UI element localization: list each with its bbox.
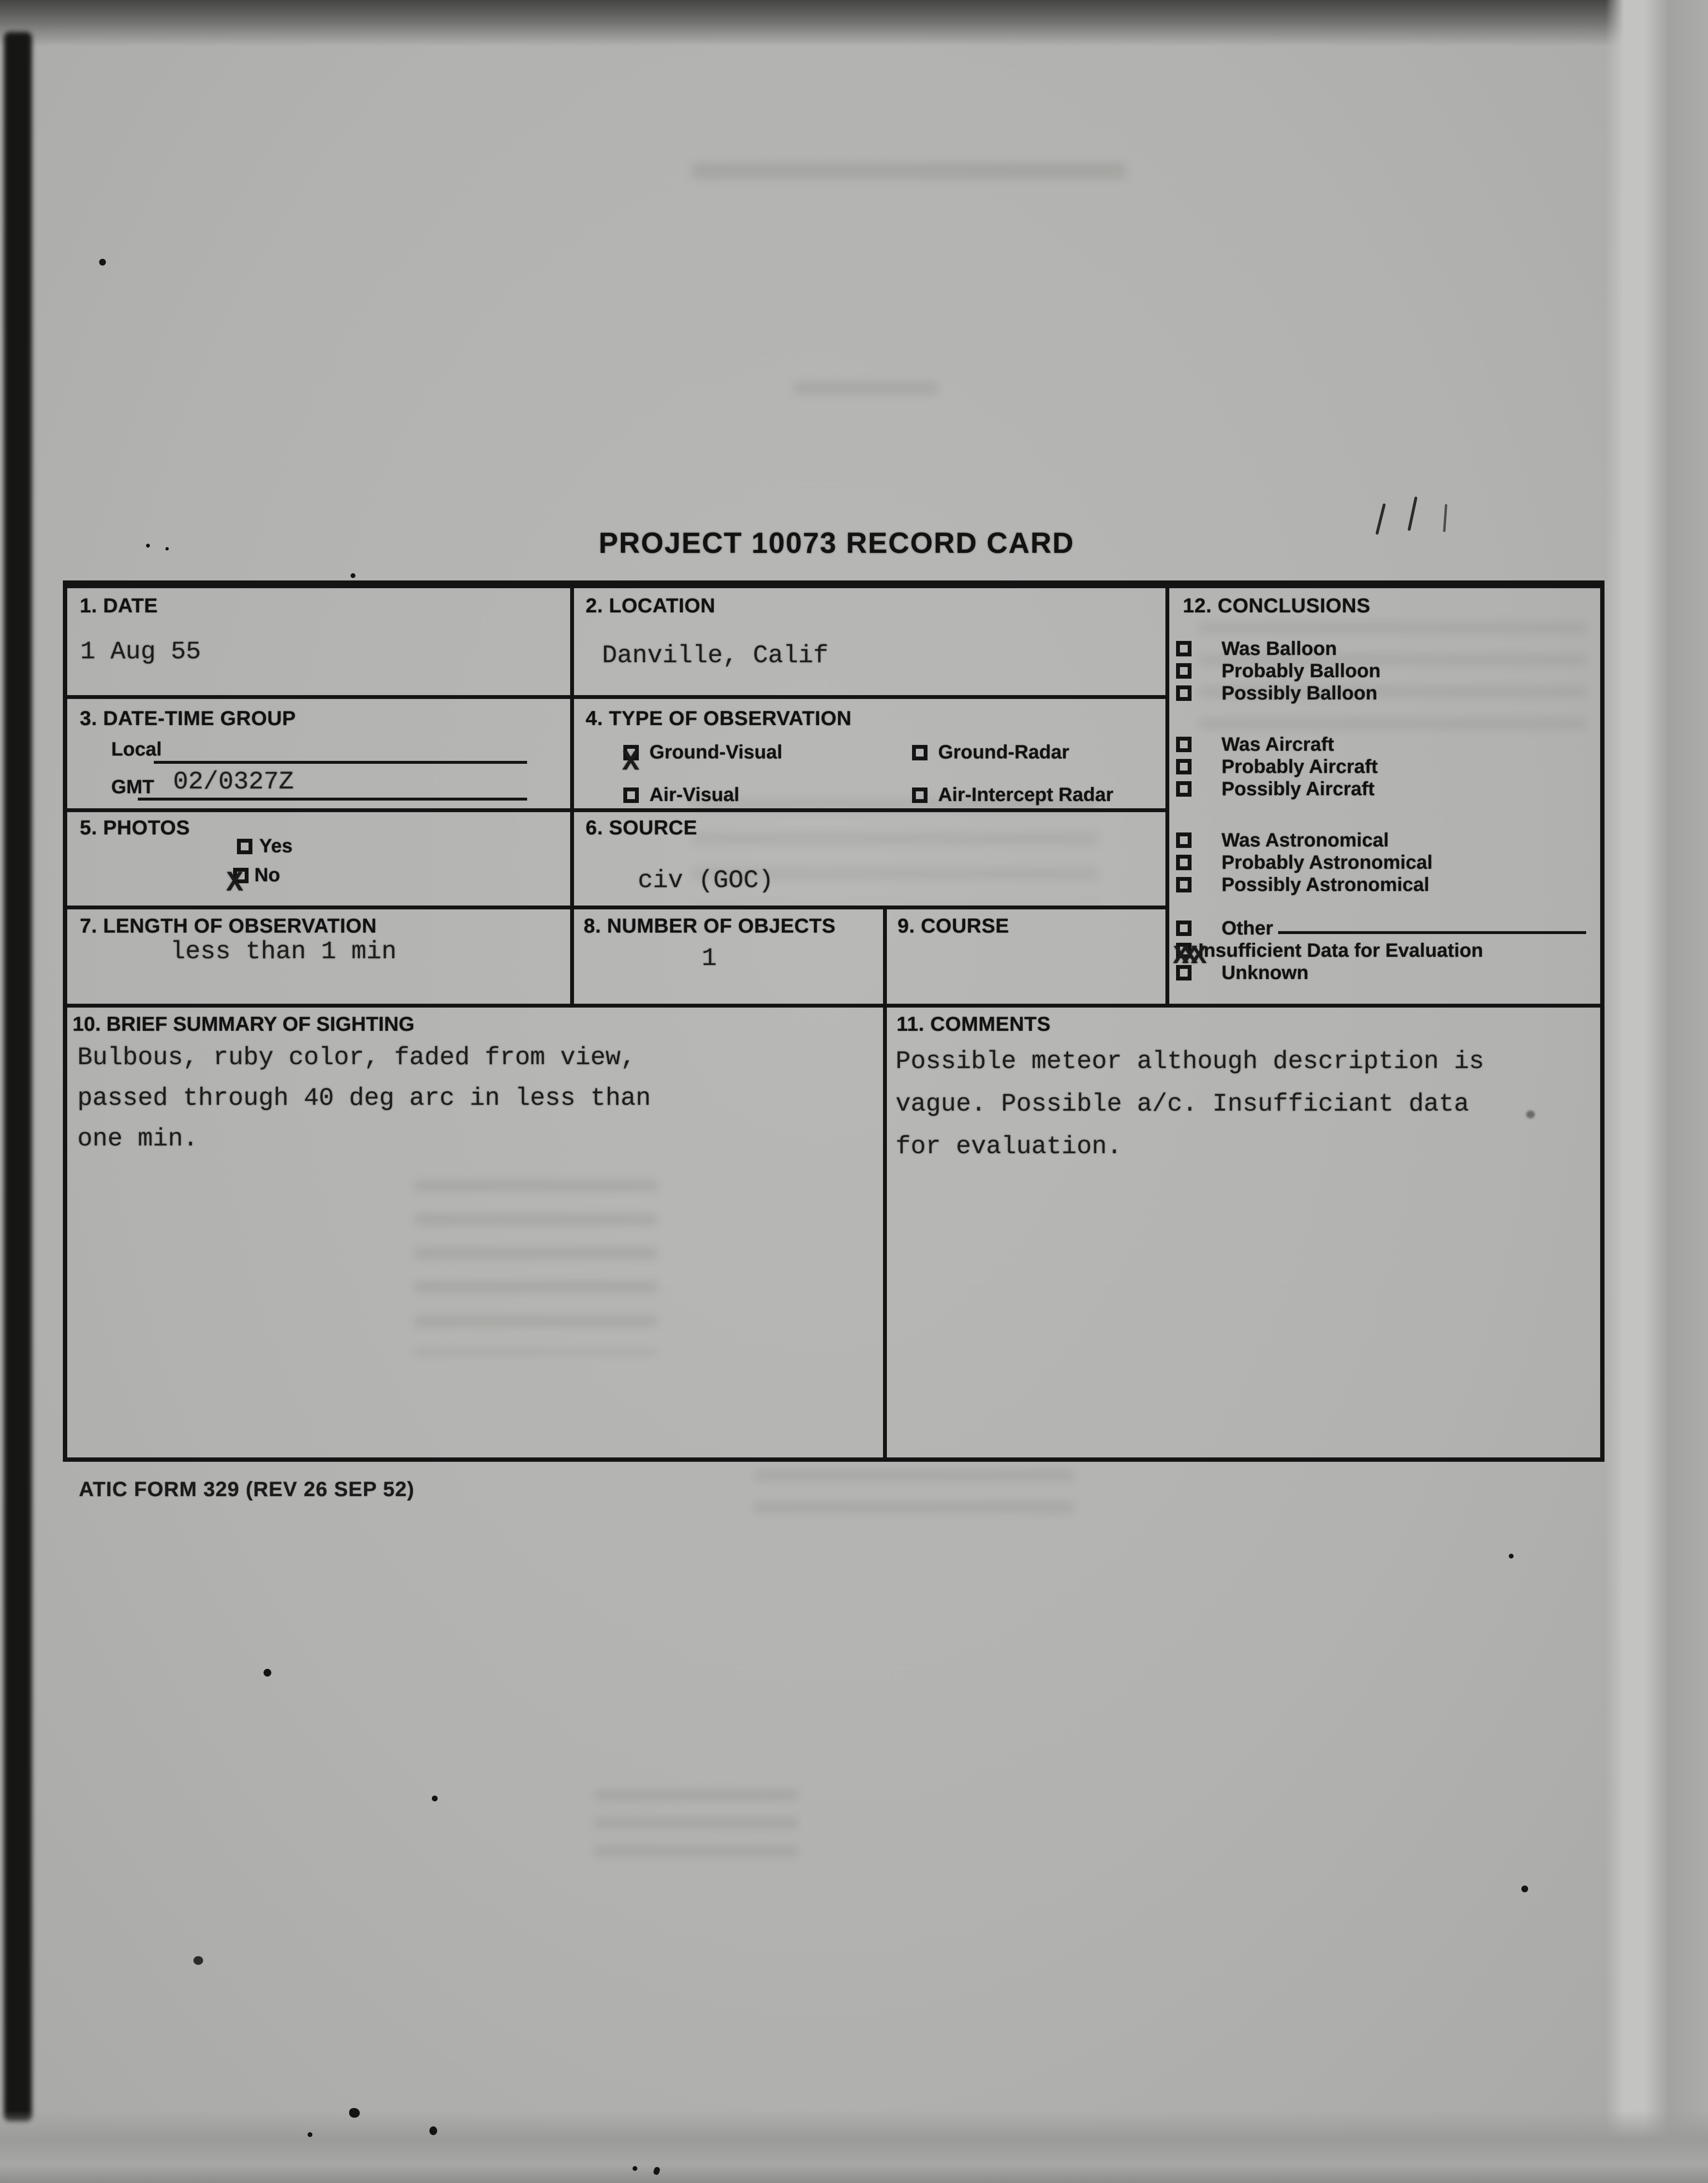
conclusion-item-label: Other: [1222, 917, 1273, 939]
brief-summary-label: 10. BRIEF SUMMARY OF SIGHTING: [73, 1012, 415, 1035]
checkbox-icon: [1176, 781, 1192, 797]
conclusion-item-probably-astronomical[interactable]: [1176, 851, 1593, 874]
conclusion-item-label: Unknown: [1222, 962, 1309, 983]
checkbox-photos-yes[interactable]: Yes: [237, 835, 293, 857]
conclusion-item-label: Insufficient Data for Evaluation: [1198, 939, 1483, 961]
bleed-artifact: [692, 163, 1127, 179]
section-comments: [883, 1004, 1605, 1462]
conclusion-item-label: Possibly Balloon: [1222, 682, 1378, 704]
conclusion-item-label: Possibly Aircraft: [1222, 778, 1375, 800]
typed-x-mark: XXX: [1173, 942, 1200, 971]
date-time-group-label: 3. DATE-TIME GROUP: [80, 707, 296, 729]
ink-speck: [633, 2166, 637, 2171]
conclusion-item-label: Was Aircraft: [1222, 733, 1334, 755]
checkbox-icon: [237, 839, 252, 854]
conclusion-item-label: Possibly Astronomical: [1222, 874, 1429, 895]
comments-line: vague. Possible a/c. Insufficiant data: [896, 1090, 1469, 1118]
gmt-label: GMT: [111, 776, 154, 798]
type-of-observation-label: 4. TYPE OF OBSERVATION: [586, 707, 852, 729]
length-of-observation-value[interactable]: less than 1 min: [170, 937, 397, 966]
checkbox-icon: [1176, 685, 1192, 701]
checkbox-air-intercept-radar[interactable]: Air-Intercept Radar: [912, 784, 1113, 806]
section-date-time-group: [63, 695, 570, 808]
conclusion-item-possibly-balloon[interactable]: [1176, 682, 1593, 704]
checkbox-icon: [1176, 641, 1192, 656]
page-edge-bottom: [0, 2110, 1708, 2183]
course-label: 9. COURSE: [898, 914, 1009, 937]
number-of-objects-label: 8. NUMBER OF OBJECTS: [584, 914, 836, 937]
ink-speck: [429, 2126, 437, 2135]
ink-speck: [1509, 1554, 1514, 1559]
checkbox-icon: [1176, 832, 1192, 848]
checkbox-ground-radar[interactable]: Ground-Radar: [912, 742, 1069, 763]
bleed-artifact: [793, 381, 938, 395]
location-label: 2. LOCATION: [586, 594, 716, 617]
conclusion-item-label: Probably Aircraft: [1222, 756, 1378, 777]
conclusion-item-possibly-astronomical[interactable]: [1176, 874, 1593, 896]
ink-speck: [264, 1669, 271, 1677]
other-fill-line[interactable]: [1278, 931, 1586, 934]
conclusion-item-other[interactable]: [1176, 917, 1593, 939]
comments-line: Possible meteor although description is: [896, 1047, 1484, 1076]
bleed-artifact: [754, 1470, 1074, 1523]
number-of-objects-value[interactable]: 1: [702, 944, 717, 973]
section-course: [883, 906, 1165, 1004]
ink-speck: [193, 1956, 203, 1965]
ink-speck: [351, 573, 355, 578]
conclusion-item-label: Was Astronomical: [1222, 829, 1389, 851]
checkbox-ground-visual[interactable]: X Ground-Visual: [622, 742, 782, 778]
section-brief-summary: [63, 1004, 883, 1462]
scan-edge-top: [0, 0, 1708, 46]
page-title: PROJECT 10073 RECORD CARD: [599, 527, 1075, 559]
summary-line: one min.: [77, 1125, 198, 1153]
checkbox-icon: [623, 787, 639, 803]
date-label: 1. DATE: [80, 594, 158, 617]
checkbox-icon: [1176, 737, 1192, 752]
checkbox-icon: [912, 745, 928, 760]
checkbox-icon: [622, 745, 639, 778]
comments-label: 11. COMMENTS: [897, 1012, 1051, 1035]
summary-line: passed through 40 deg arc in less than: [77, 1084, 651, 1113]
checkbox-icon: [1176, 877, 1192, 892]
gmt-value[interactable]: 02/0327Z: [173, 768, 294, 796]
local-label: Local: [111, 739, 162, 760]
conclusion-item-probably-balloon[interactable]: [1176, 660, 1593, 682]
conclusion-item-insufficient-data-for-evaluation[interactable]: [1173, 939, 1593, 971]
length-of-observation-label: 7. LENGTH OF OBSERVATION: [80, 914, 377, 937]
section-number-of-objects: [570, 906, 883, 1004]
checkbox-icon: [1173, 942, 1200, 971]
ink-speck: [146, 544, 150, 548]
source-value[interactable]: civ (GOC): [638, 866, 774, 895]
checkbox-icon: [1176, 921, 1192, 936]
ink-speck: [308, 2132, 312, 2137]
conclusion-item-was-balloon[interactable]: [1176, 638, 1593, 660]
ink-speck: [432, 1796, 438, 1801]
conclusion-item-label: Was Balloon: [1222, 638, 1337, 659]
conclusion-item-unknown[interactable]: [1176, 962, 1593, 984]
section-length-of-observation: [63, 906, 570, 1004]
section-photos: [63, 808, 570, 906]
checkbox-icon: [1176, 759, 1192, 774]
checkbox-air-visual[interactable]: Air-Visual: [623, 784, 739, 806]
bleed-artifact: [595, 1790, 798, 1867]
scan-edge-left: [4, 32, 32, 2122]
hand-mark: [1443, 504, 1447, 532]
section-source: [570, 808, 1165, 906]
checkbox-icon: [1176, 663, 1192, 679]
photos-label: 5. PHOTOS: [80, 816, 190, 839]
comments-text: [896, 1040, 1484, 1168]
source-label: 6. SOURCE: [586, 816, 697, 839]
brief-summary-text: [77, 1038, 651, 1159]
conclusion-item-label: Probably Balloon: [1222, 660, 1381, 682]
conclusion-item-label: Probably Astronomical: [1222, 851, 1433, 873]
hand-mark: [1375, 503, 1386, 535]
conclusions-checklist: [1173, 638, 1593, 984]
ink-speck: [165, 547, 169, 550]
checkbox-icon: [1176, 855, 1192, 870]
conclusion-item-was-astronomical[interactable]: [1176, 829, 1593, 851]
date-value: 1 Aug 55: [80, 638, 201, 666]
gmt-field[interactable]: [138, 798, 527, 801]
typed-x-mark: X: [622, 746, 639, 778]
form-number: ATIC FORM 329 (REV 26 SEP 52): [79, 1478, 415, 1501]
checkbox-icon: [1176, 965, 1192, 980]
summary-line: Bulbous, ruby color, faded from view,: [77, 1043, 636, 1072]
local-field[interactable]: [154, 761, 527, 764]
section-type-of-observation: [570, 695, 1165, 808]
section-location: [570, 580, 1165, 695]
checkbox-icon: [912, 787, 928, 803]
hand-mark: [1408, 496, 1418, 531]
ink-speck: [349, 2108, 360, 2118]
checkbox-icon: [226, 867, 249, 899]
conclusion-item-probably-aircraft[interactable]: [1176, 756, 1593, 778]
conclusion-item-possibly-aircraft[interactable]: [1176, 778, 1593, 800]
ink-speck: [1521, 1886, 1528, 1892]
typed-x-mark: X: [226, 867, 243, 899]
conclusions-label: 12. CONCLUSIONS: [1183, 594, 1370, 617]
ink-speck: [99, 259, 106, 266]
section-date: [63, 580, 570, 695]
comments-line: for evaluation.: [896, 1132, 1122, 1161]
conclusion-item-was-aircraft[interactable]: [1176, 733, 1593, 756]
section-conclusions: [1165, 580, 1605, 1004]
checkbox-photos-no[interactable]: X No: [226, 864, 280, 899]
page-edge-right: [1605, 0, 1708, 2183]
location-value: Danville, Calif: [602, 641, 829, 670]
